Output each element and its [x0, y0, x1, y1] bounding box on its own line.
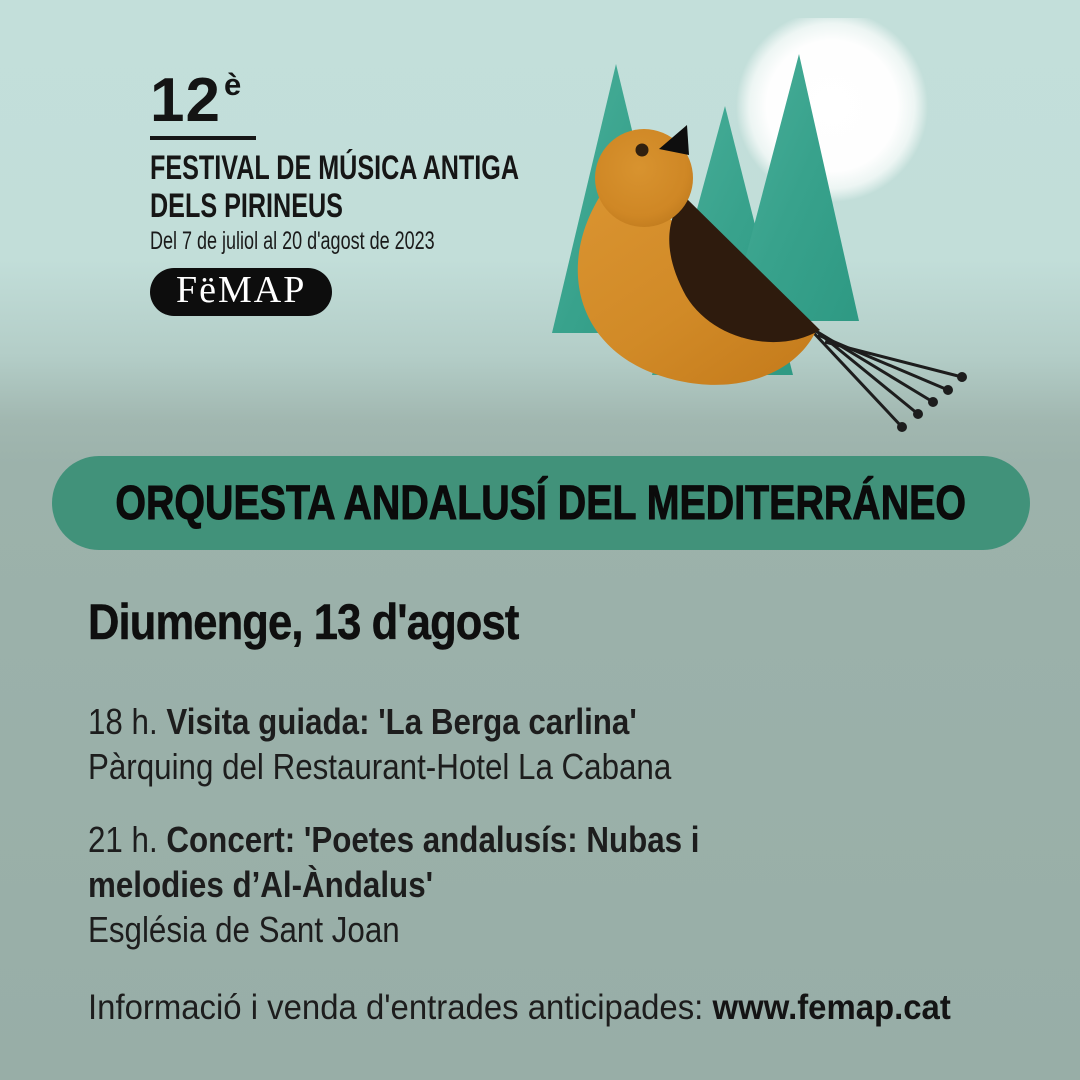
bird-eye	[636, 144, 649, 157]
event-title-line2: melodies d’Al-Àndalus'	[88, 864, 434, 905]
femap-logo-text: FëMAP	[176, 269, 307, 312]
festival-title-line2: DELS PIRINEUS	[150, 187, 343, 226]
edition-digits: 12	[150, 66, 221, 135]
festival-dates: Del 7 de juliol al 20 d'agost de 2023	[150, 227, 435, 256]
event-venue: Pàrquing del Restaurant-Hotel La Cabana	[88, 746, 672, 787]
moon-icon	[736, 18, 928, 202]
bird-tail-feathers	[797, 315, 967, 432]
event-venue: Església de Sant Joan	[88, 909, 400, 950]
festival-title-line1: FESTIVAL DE MÚSICA ANTIGA	[150, 149, 520, 187]
bird-forest-illustration	[530, 18, 982, 442]
schedule-block	[88, 593, 819, 952]
event-item	[88, 699, 819, 789]
event-title: Visita guiada: 'La Berga carlina'	[166, 701, 637, 742]
edition-underline	[150, 136, 256, 140]
event-time: 21 h.	[88, 819, 158, 860]
edition-suffix: è	[223, 67, 242, 102]
femap-logo	[150, 268, 332, 316]
event-banner	[52, 456, 1030, 550]
footer-info-text: Informació i venda d'entrades anticipades:	[88, 988, 704, 1027]
event-item	[88, 817, 819, 952]
website-url: www.femap.cat	[712, 988, 951, 1027]
event-title: Concert: 'Poetes andalusís: Nubas i	[166, 819, 700, 860]
festival-title	[150, 149, 519, 225]
event-title-line	[88, 817, 819, 862]
banner-title: ORQUESTA ANDALUSÍ DEL MEDITERRÁNEO	[115, 476, 967, 530]
date-heading: Diumenge, 13 d'agost	[88, 594, 519, 650]
footer-info	[88, 988, 951, 1028]
event-time: 18 h.	[88, 701, 158, 742]
event-title-line	[88, 699, 819, 744]
